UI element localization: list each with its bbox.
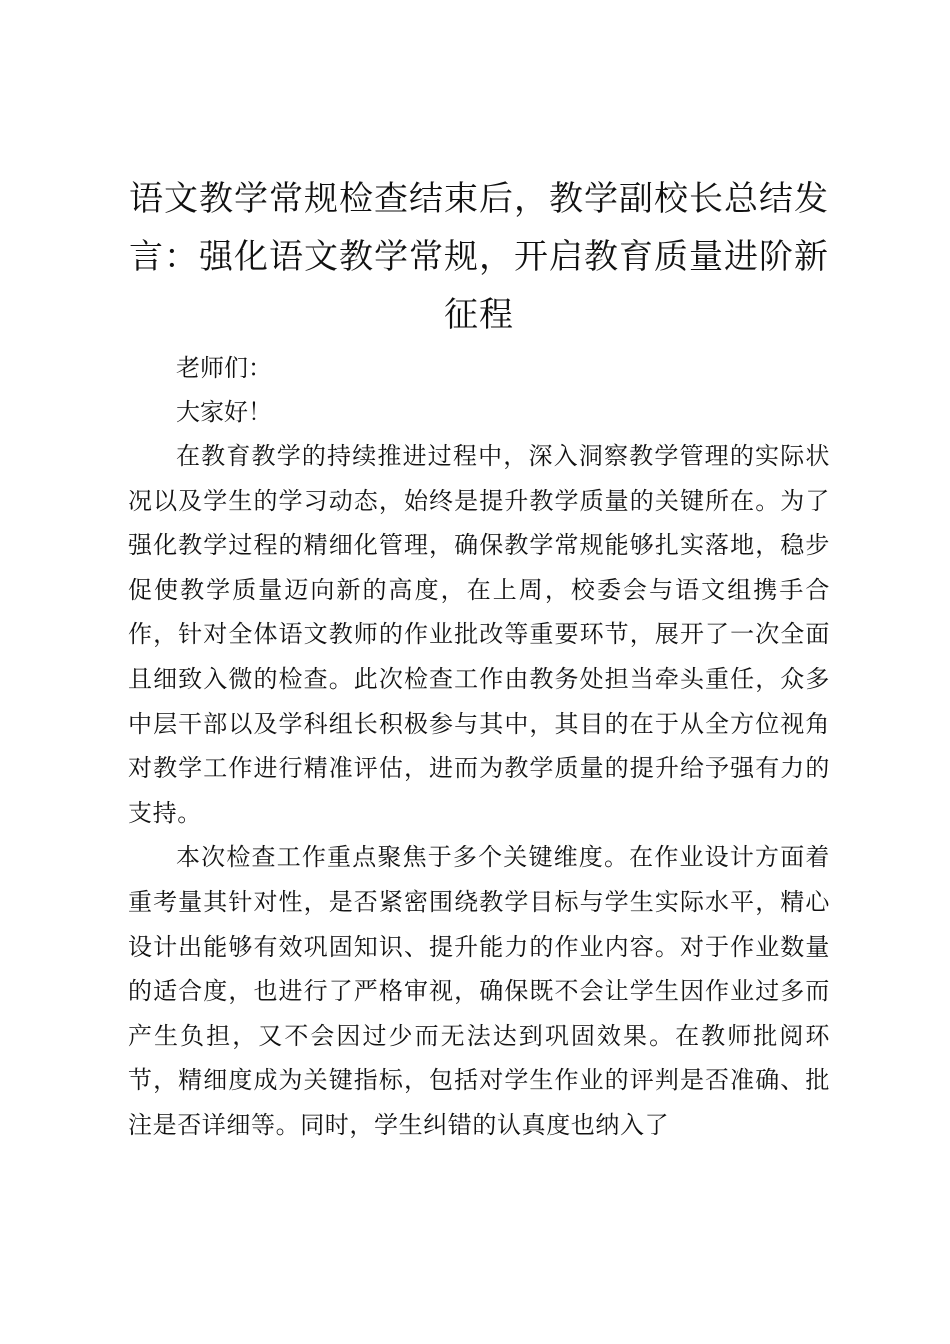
salutation: 老师们： [176, 354, 272, 382]
document-body [128, 170, 830, 1148]
paragraph-2: 本次检查工作重点聚焦于多个关键维度。在作业设计方面着重考量其针对性，是否紧密围绕教学目标与学生实际水平，精心设计出能够有效巩固知识、提升能力的作业内容。对于作业数量的适合度，也进行了严格审视，确保既不会让学生因作业过多而产生负担，又不会因过少而无法达到巩固效果。在教师批阅环节，精细度成为关键指标，包括对学生作业的评判是否准确、批注是否详细等。同时，学生纠错的认真度也纳入了 [128, 843, 830, 1139]
greeting: 大家好！ [176, 398, 272, 426]
document-title: 语文教学常规检查结束后，教学副校长总结发言：强化语文教学常规，开启教育质量进阶新征程 [129, 179, 829, 335]
paragraph-1: 在教育教学的持续推进过程中，深入洞察教学管理的实际状况以及学生的学习动态，始终是提升教学质量的关键所在。为了强化教学过程的精细化管理，确保教学常规能够扎实落地，稳步促使教学质量迈向新的高度，在上周，校委会与语文组携手合作，针对全体语文教师的作业批改等重要环节，展开了一次全面且细致入微的检查。此次检查工作由教务处担当牵头重任，众多中层干部以及学科组长积极参与其中，其目的在于从全方位视角对教学工作进行精准评估，进而为教学质量的提升给予强有力的支持。 [128, 442, 830, 827]
